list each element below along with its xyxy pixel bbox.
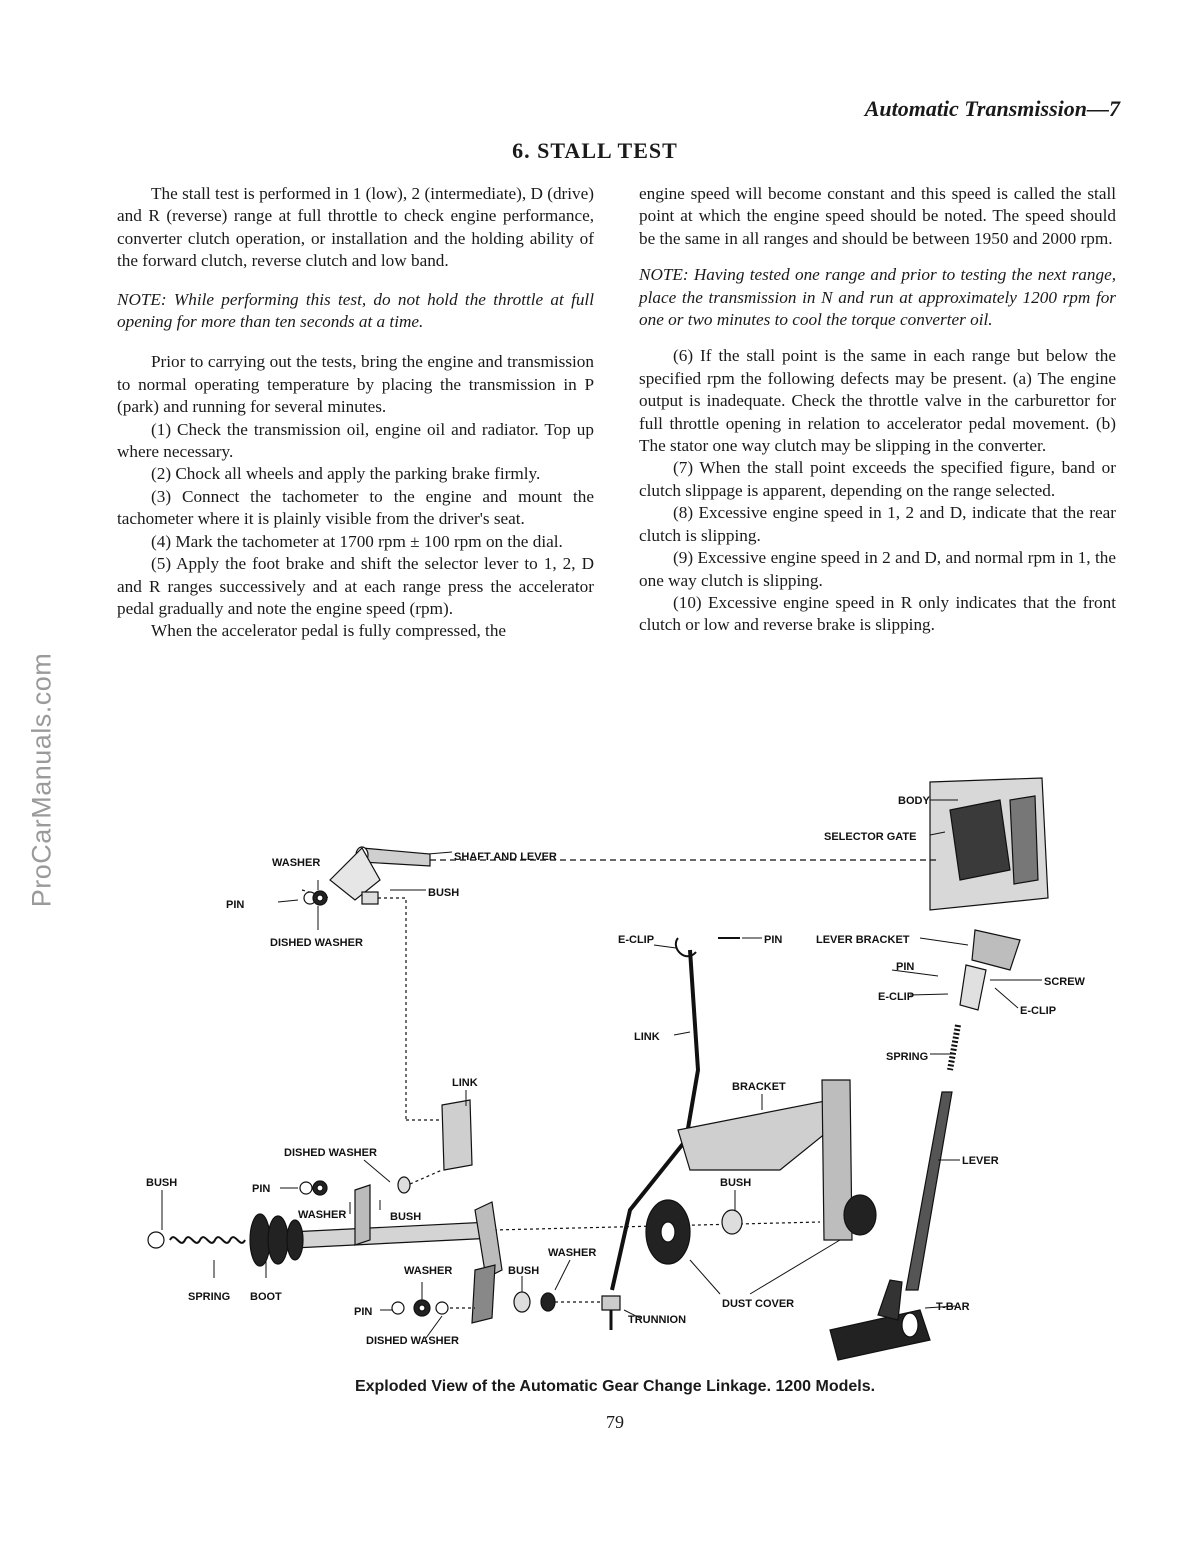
step-5: (5) Apply the foot brake and shift the selector lever to 1, 2, D and R ranges successively and at each range press the accelerator pedal gradually and note the engine speed (rpm). xyxy=(117,554,594,618)
figure-caption: Exploded View of the Automatic Gear Change Linkage. 1200 Models. xyxy=(354,1378,876,1395)
label-washer-mid: WASHER xyxy=(298,1209,347,1221)
cooling-note: NOTE: Having tested one range and prior to testing the next range, place the transmission in N and run at approximately 1200 rpm for one or two minutes to cool the torque converter oil. xyxy=(639,265,1116,330)
step-6: (6) If the stall point is the same in each range but below the specified rpm the following defects may be present. (a) The engine output is inadequate. Check the throttle valve in the carburettor for full throttle opening in relation to accelerator pedal movement. (b) The stator one way clutch may be slipping in the converter. xyxy=(639,346,1116,456)
intro-paragraph: The stall test is performed in 1 (low), 2 (intermediate), D (drive) and R (reverse) range at full throttle to check engine performance, converter clutch operation, or installation and the holding ability of the forward clutch, reverse clutch and low band. xyxy=(117,184,594,271)
label-bracket: BRACKET xyxy=(732,1081,786,1093)
label-dished-washer-low: DISHED WASHER xyxy=(366,1335,459,1347)
label-washer-low: WASHER xyxy=(404,1265,453,1277)
step-1: (1) Check the transmission oil, engine oil and radiator. Top up where necessary. xyxy=(117,419,594,462)
label-lever: LEVER xyxy=(962,1155,999,1167)
pedal-paragraph: When the accelerator pedal is fully compressed, the xyxy=(151,621,507,641)
label-washer-right: WASHER xyxy=(548,1247,597,1259)
throttle-note: NOTE: While performing this test, do not hold the throttle at full opening for more than ten seconds at a time. xyxy=(117,289,594,332)
label-link-long: LINK xyxy=(634,1031,660,1043)
label-e-clip-right: E-CLIP xyxy=(1020,1005,1057,1017)
step-8: (8) Excessive engine speed in 1, 2 and D, indicate that the rear clutch is slipping. xyxy=(639,503,1116,545)
label-dished-washer-mid: DISHED WASHER xyxy=(284,1147,377,1159)
label-screw: SCREW xyxy=(1044,976,1085,988)
label-pin-low: PIN xyxy=(354,1306,373,1318)
label-link-short: LINK xyxy=(452,1077,478,1089)
label-lever-bracket: LEVER BRACKET xyxy=(816,934,910,946)
label-body: BODY xyxy=(898,795,930,807)
label-shaft-and-lever: SHAFT AND LEVER xyxy=(454,851,557,863)
label-bush-center: BUSH xyxy=(720,1177,752,1189)
right-column xyxy=(639,183,1116,637)
stall-point-paragraph: engine speed will become constant and this speed is called the stall point at which the engine speed should be noted. The speed should be the same in all ranges and should be between 1950 and 2000 rpm. xyxy=(639,184,1116,248)
step-7: (7) When the stall point exceeds the specified figure, band or clutch slippage is apparent, depending on the range selected. xyxy=(639,458,1116,500)
label-bush-left: BUSH xyxy=(146,1177,178,1189)
label-bush-low: BUSH xyxy=(508,1265,540,1277)
step-10: (10) Excessive engine speed in R only indicates that the front clutch or low and reverse brake is slipping. xyxy=(639,592,1116,635)
label-dished-washer-top: DISHED WASHER xyxy=(270,937,363,949)
left-column xyxy=(117,183,594,643)
prep-paragraph: Prior to carrying out the tests, bring the engine and transmission to normal operating temperature by placing the transmission in P (park) and running for several minutes. xyxy=(117,352,594,417)
running-header: Automatic Transmission—7 xyxy=(864,96,1120,121)
label-pin-mid: PIN xyxy=(252,1183,271,1195)
label-e-clip-left: E-CLIP xyxy=(878,991,915,1003)
label-boot: BOOT xyxy=(250,1291,282,1303)
label-pin-link: PIN xyxy=(764,934,783,946)
label-bush-mid: BUSH xyxy=(390,1211,422,1223)
label-selector-gate: SELECTOR GATE xyxy=(824,831,917,843)
label-pin-bracket: PIN xyxy=(896,961,915,973)
step-4: (4) Mark the tachometer at 1700 rpm ± 100 rpm on the dial. xyxy=(151,531,563,551)
watermark-text: ProCarManuals.com xyxy=(26,652,57,908)
label-t-bar: T-BAR xyxy=(936,1301,970,1313)
section-title: 6. STALL TEST xyxy=(512,138,678,163)
label-dust-cover: DUST COVER xyxy=(722,1298,795,1310)
step-2: (2) Chock all wheels and apply the parking brake firmly. xyxy=(151,464,541,484)
label-spring-right: SPRING xyxy=(886,1051,929,1063)
page-number: 79 xyxy=(606,1412,624,1432)
step-9: (9) Excessive engine speed in 2 and D, and normal rpm in 1, the one way clutch is slipping. xyxy=(639,548,1116,590)
watermark xyxy=(22,640,62,920)
label-e-clip-link: E-CLIP xyxy=(618,934,655,946)
label-washer-top: WASHER xyxy=(272,857,321,869)
label-bush-top: BUSH xyxy=(428,887,460,899)
step-3: (3) Connect the tachometer to the engine and mount the tachometer where it is plainly visible from the driver's seat. xyxy=(117,486,594,529)
label-trunnion: TRUNNION xyxy=(628,1314,687,1326)
label-pin-top: PIN xyxy=(226,899,245,911)
linkage-diagram xyxy=(130,770,1130,1370)
label-spring-left: SPRING xyxy=(188,1291,231,1303)
